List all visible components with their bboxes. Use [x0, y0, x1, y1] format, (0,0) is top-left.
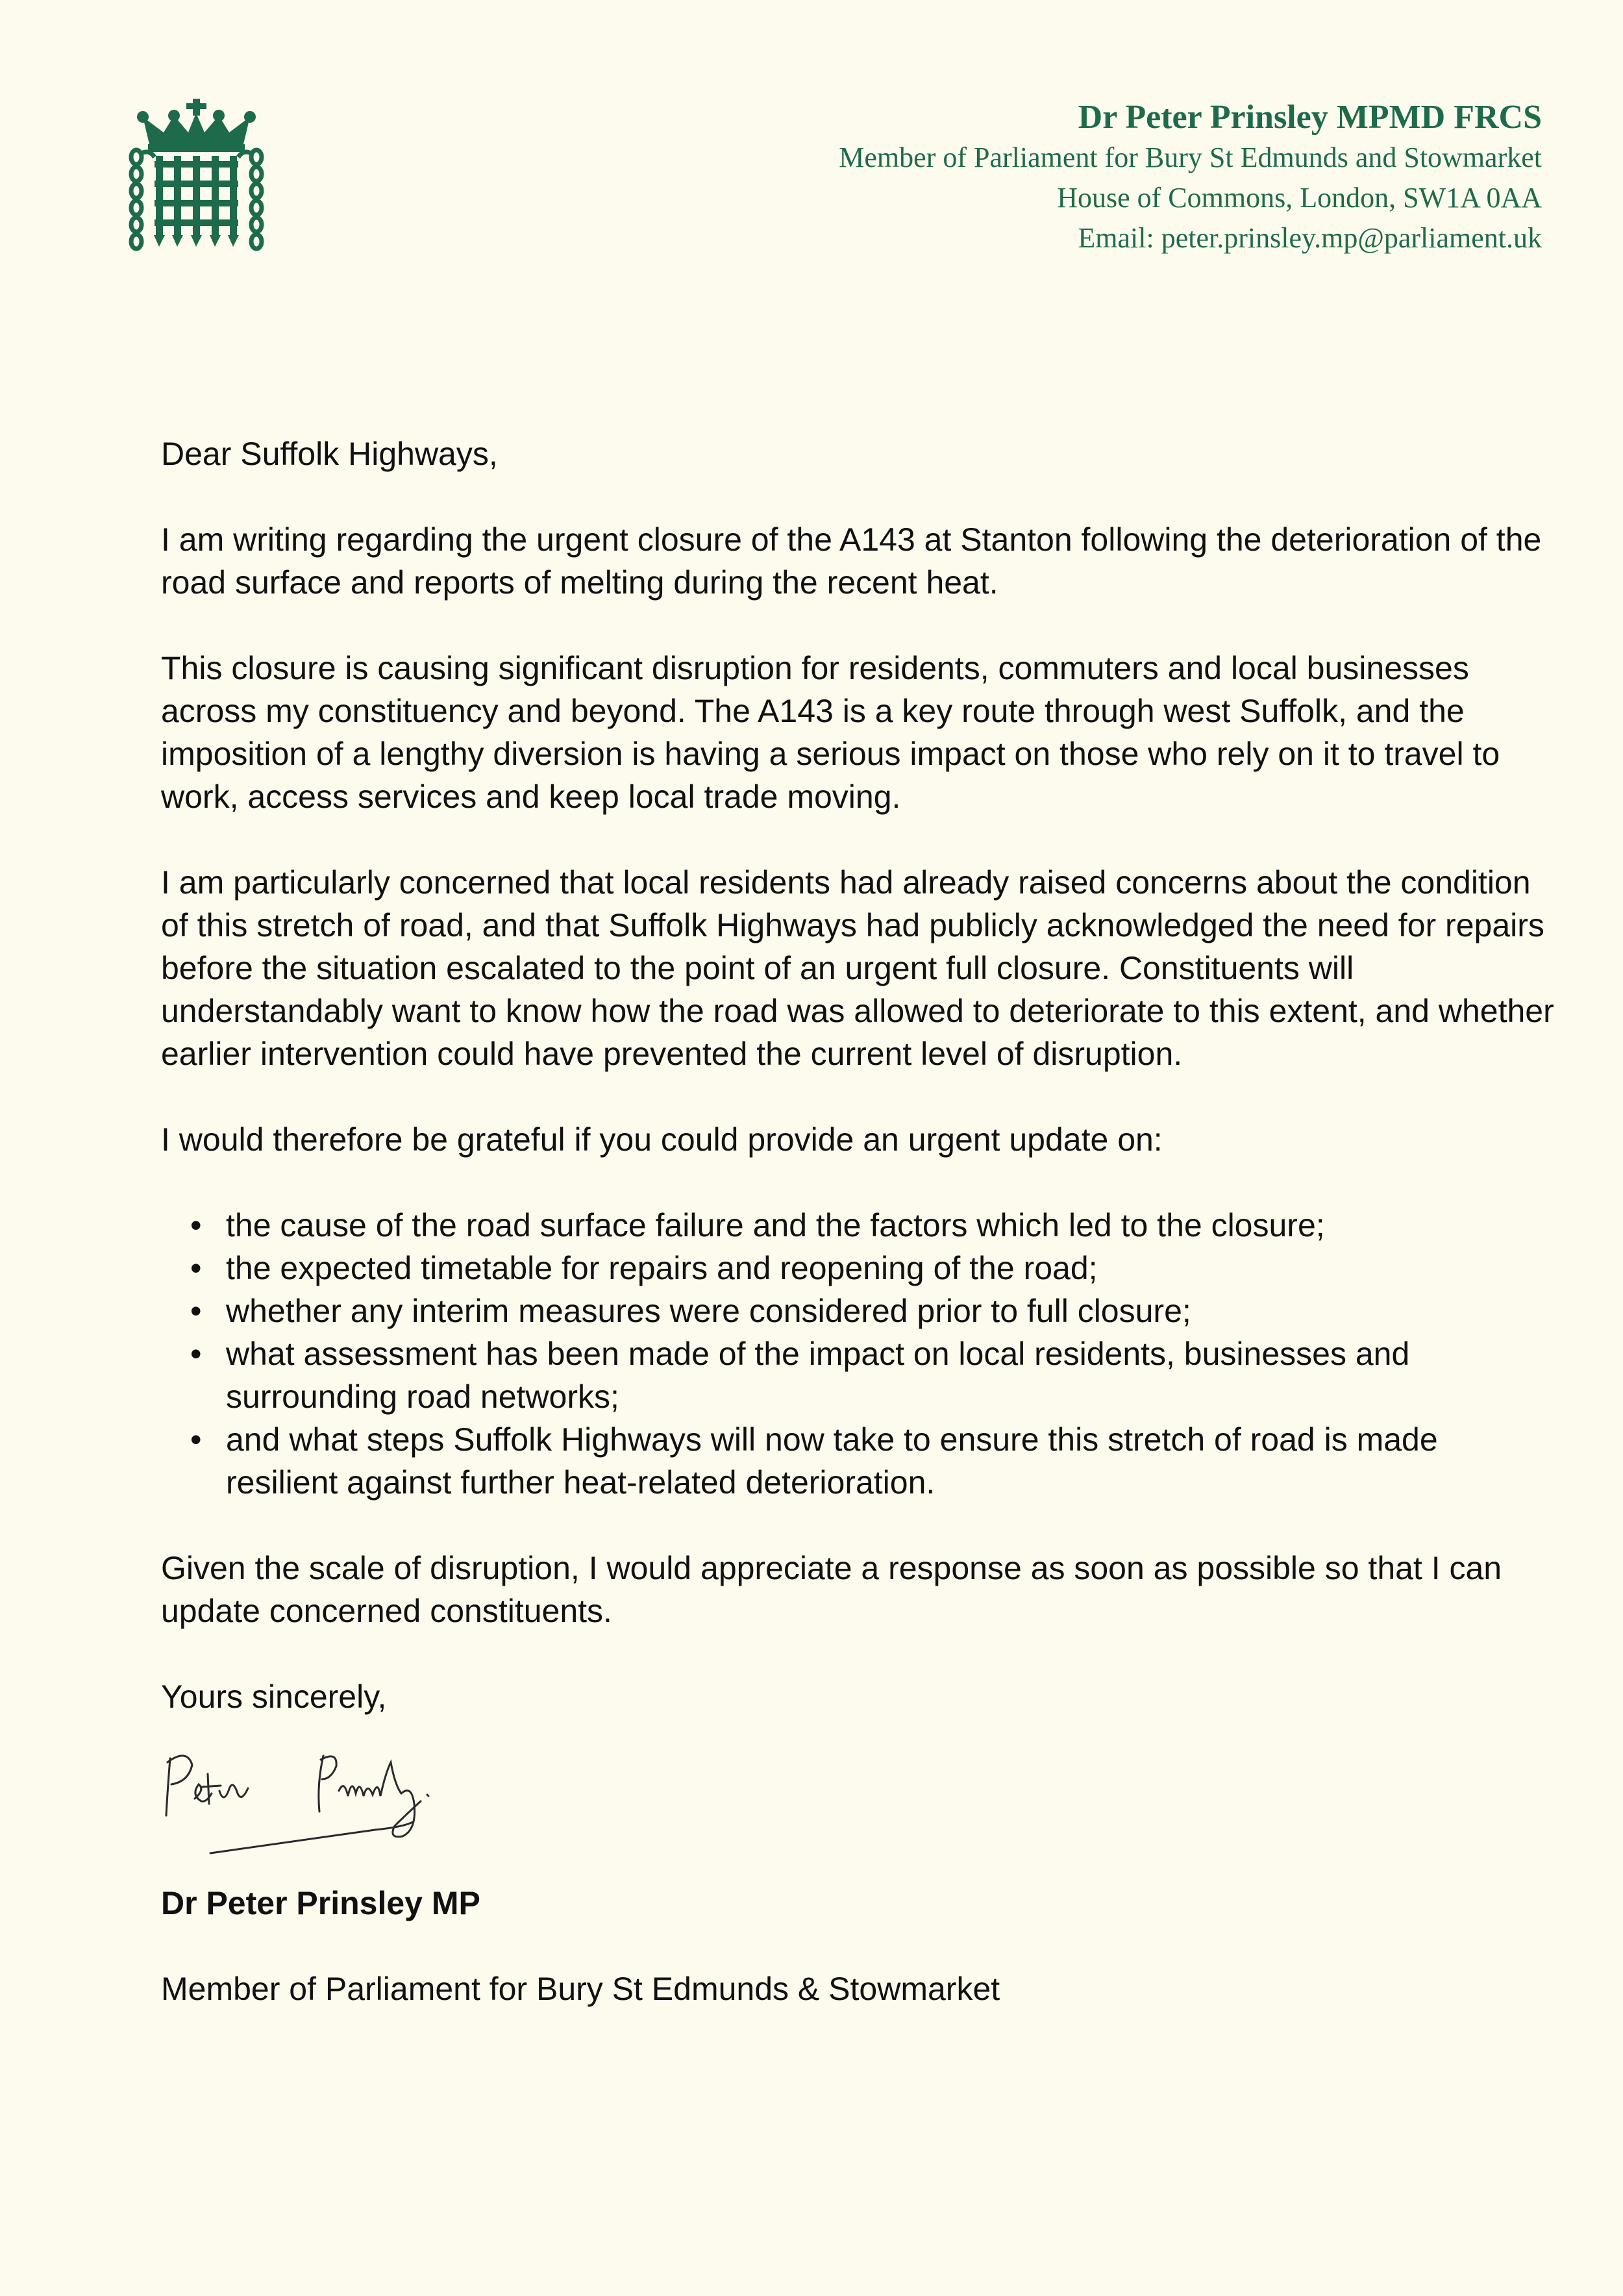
letterhead — [839, 97, 1542, 258]
list-item: • the cause of the road surface failure and the factors which led to the closure; — [161, 1204, 1557, 1247]
list-item: • the expected timetable for repairs and reopening of the road; — [161, 1247, 1557, 1290]
request-list — [161, 1204, 1557, 1504]
letterhead-constituency: Member of Parliament for Bury St Edmunds and Stowmarket — [839, 142, 1542, 173]
handwritten-signature — [161, 1739, 499, 1869]
letterhead-address: House of Commons, London, SW1A 0AA — [1057, 182, 1542, 214]
paragraph-3: I am particularly concerned that local residents had already raised concerns about the condition of this stretch of road, and that Suffolk Highways had publicly acknowledged the need for repairs before the situation escalated to the point of an urgent full closure. Constituents will understandably want to know how the road was allowed to deteriorate to this extent, and whether earlier intervention could have prevented the current level of disruption. — [161, 864, 1554, 1072]
paragraph-1: I am writing regarding the urgent closure of the A143 at Stanton following the deterioration of the road surface and reports of melting during the recent heat. — [161, 521, 1542, 601]
letterhead-email: Email: peter.prinsley.mp@parliament.uk — [1078, 222, 1542, 254]
signatory-name: Dr Peter Prinsley MP — [161, 1885, 480, 1921]
closing-paragraph: Given the scale of disruption, I would appreciate a response as soon as possible so that I can update concerned constituents. — [161, 1550, 1502, 1629]
letter-body — [161, 432, 1557, 2053]
letterhead-name: Dr Peter Prinsley MPMD FRCS — [1078, 99, 1542, 136]
paragraph-2: This closure is causing significant disruption for residents, commuters and local businesses across my constituency and beyond. The A143 is a key route through west Suffolk, and the imposition of a lengthy diversion is having a serious impact on those who rely on it to travel to work, access services and keep local trade moving. — [161, 650, 1500, 815]
paragraph-4: I would therefore be grateful if you could provide an urgent update on: — [161, 1121, 1163, 1158]
salutation: Dear Suffolk Highways, — [161, 436, 498, 472]
list-item: • and what steps Suffolk Highways will now take to ensure this stretch of road is made resilient against further heat-related deterioration. — [161, 1418, 1557, 1504]
valediction: Yours sincerely, — [161, 1678, 387, 1715]
list-item: • whether any interim measures were considered prior to full closure; — [161, 1290, 1557, 1332]
portcullis-icon — [123, 97, 269, 256]
signatory-title: Member of Parliament for Bury St Edmunds & Stowmarket — [161, 1971, 1000, 2007]
list-item: • what assessment has been made of the impact on local residents, businesses and surrounding road networks; — [161, 1332, 1557, 1418]
